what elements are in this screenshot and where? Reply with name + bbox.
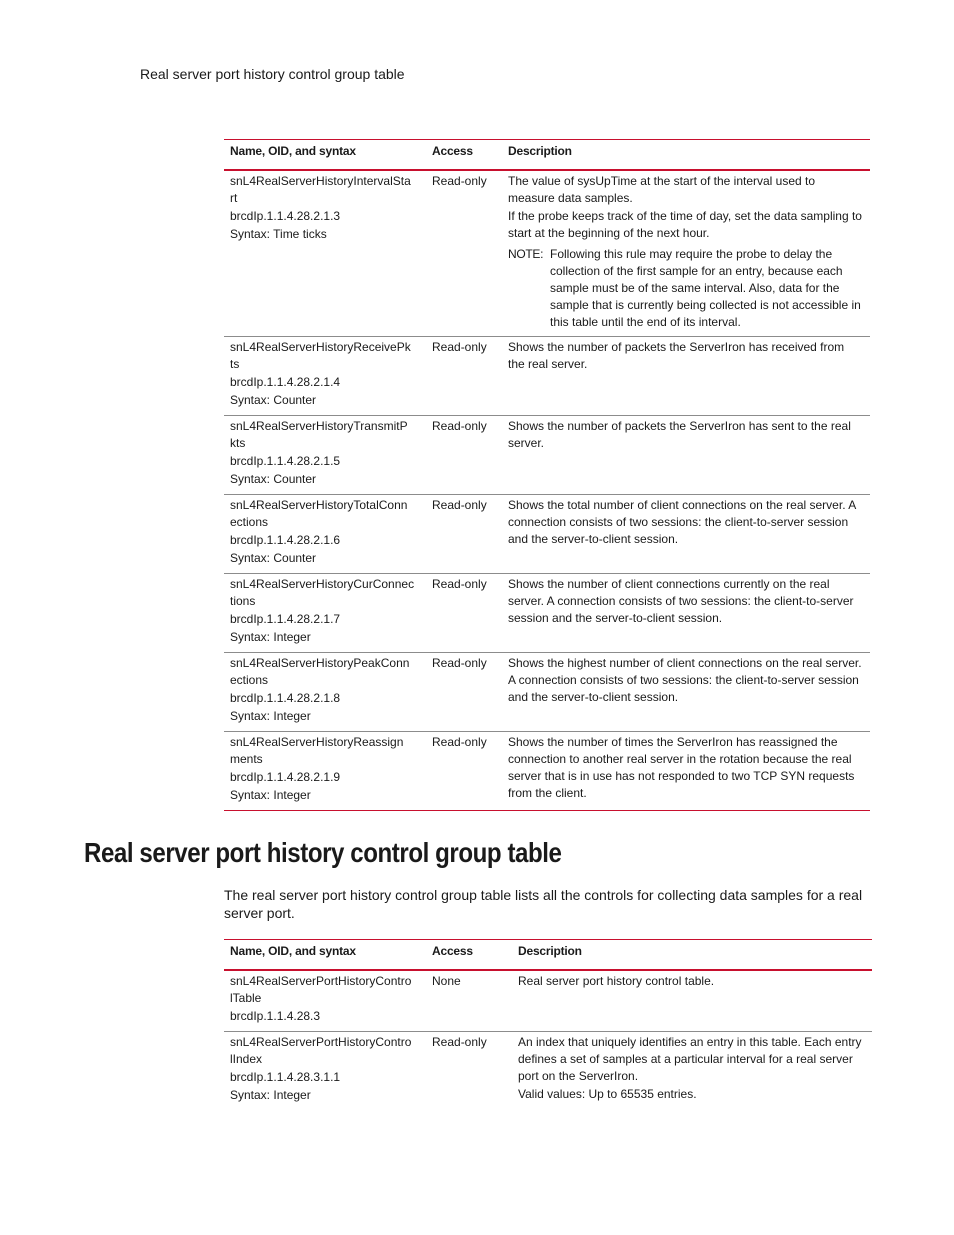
table-header-row — [224, 140, 870, 171]
object-name: snL4RealServerHistoryPeakConn ections — [230, 656, 410, 687]
access-cell: Read-only — [432, 1035, 487, 1049]
description-text-2: If the probe keeps track of the time of day, set the data sampling to start at the beginning of the next hour. — [508, 209, 862, 240]
table-row — [224, 732, 870, 811]
name-cell — [224, 574, 426, 653]
note-block — [508, 246, 864, 331]
name-cell — [224, 732, 426, 811]
note-text: Following this rule may require the probe to delay the collection of the first sample for an entry, because each sample must be of the same interval. Also, data for the sample that is currently being collected is not accessible in this table until the end of its interval. — [550, 247, 861, 329]
object-name: snL4RealServerHistoryReassign ments — [230, 735, 404, 766]
table-row — [224, 416, 870, 495]
access-cell: Read-only — [426, 416, 502, 495]
object-syntax: Syntax: Integer — [230, 709, 311, 723]
object-syntax: Syntax: Counter — [230, 551, 317, 565]
access-cell: Read-only — [426, 495, 502, 574]
column-header-description: Description — [512, 940, 872, 971]
object-oid: brcdIp.1.1.4.28.2.1.4 — [230, 375, 341, 389]
object-name: snL4RealServerHistoryIntervalSta rt — [230, 174, 411, 205]
description-cell: Shows the highest number of client connections on the real server. A connection consists of two sessions: the client-to-server session and the server-to-client session. — [502, 653, 870, 732]
name-cell — [224, 170, 426, 337]
access-cell: Read-only — [426, 732, 502, 811]
object-name: snL4RealServerHistoryTotalConn ections — [230, 498, 408, 529]
note-label: NOTE: — [508, 247, 544, 261]
table-header-row — [224, 940, 872, 971]
object-syntax: Syntax: Counter — [230, 472, 317, 486]
table-row — [224, 970, 872, 1032]
object-oid: brcdIp.1.1.4.28.3 — [230, 1009, 321, 1023]
description-text: An index that uniquely identifies an entry in this table. Each entry defines a set of samples at a particular interval for a real server port on the ServerIron. — [518, 1035, 862, 1083]
object-name: snL4RealServerHistoryReceivePk ts — [230, 340, 411, 371]
name-cell — [224, 416, 426, 495]
object-syntax: Syntax: Integer — [230, 630, 311, 644]
name-cell — [224, 653, 426, 732]
object-oid: brcdIp.1.1.4.28.2.1.5 — [230, 454, 341, 468]
description-cell: Shows the total number of client connections on the real server. A connection consists of two sessions: the client-to-server session and the server-to-client session. — [502, 495, 870, 574]
section-title: Real server port history control group table — [84, 837, 562, 868]
table-row — [224, 495, 870, 574]
column-header-access: Access — [426, 940, 512, 971]
table-row — [224, 170, 870, 337]
object-syntax: Syntax: Integer — [230, 1088, 311, 1102]
access-cell: Read-only — [426, 337, 502, 416]
object-oid: brcdIp.1.1.4.28.2.1.9 — [230, 770, 341, 784]
description-text-2: Valid values: Up to 65535 entries. — [518, 1087, 697, 1101]
object-oid: brcdIp.1.1.4.28.3.1.1 — [230, 1070, 341, 1084]
mib-table-port-history-control — [224, 939, 872, 1110]
section-intro: The real server port history control group table lists all the controls for collecting data samples for a real server port. — [224, 887, 863, 921]
object-oid: brcdIp.1.1.4.28.2.1.7 — [230, 612, 341, 626]
object-oid: brcdIp.1.1.4.28.2.1.3 — [230, 209, 341, 223]
object-name: snL4RealServerPortHistoryContro lIndex — [230, 1035, 412, 1066]
access-cell: Read-only — [426, 170, 502, 337]
table-row — [224, 574, 870, 653]
object-oid: brcdIp.1.1.4.28.2.1.8 — [230, 691, 341, 705]
description-cell: Shows the number of packets the ServerIron has sent to the real server. — [502, 416, 870, 495]
column-header-name: Name, OID, and syntax — [224, 940, 426, 971]
name-cell — [224, 1032, 426, 1111]
name-cell — [224, 495, 426, 574]
description-cell — [502, 170, 870, 337]
table-row — [224, 653, 870, 732]
object-oid: brcdIp.1.1.4.28.2.1.6 — [230, 533, 341, 547]
object-syntax: Syntax: Integer — [230, 788, 311, 802]
column-header-access: Access — [426, 140, 502, 171]
access-cell: None — [426, 970, 512, 1032]
description-cell: Shows the number of times the ServerIron has reassigned the connection to another real server in the rotation because the real server that is in use has not responded to two TCP SYN requests from the client. — [502, 732, 870, 811]
table-row — [224, 1032, 872, 1111]
table-row — [224, 337, 870, 416]
object-name: snL4RealServerHistoryCurConnec tions — [230, 577, 415, 608]
running-header: Real server port history control group table — [140, 66, 405, 82]
object-name: snL4RealServerPortHistoryContro lTable — [230, 974, 412, 1005]
object-name: snL4RealServerHistoryTransmitP kts — [230, 419, 408, 450]
description-cell: Shows the number of packets the ServerIron has received from the real server. — [502, 337, 870, 416]
access-cell: Read-only — [426, 574, 502, 653]
name-cell — [224, 337, 426, 416]
access-cell: Read-only — [426, 653, 502, 732]
description-cell — [512, 1032, 872, 1111]
description-cell: Real server port history control table. — [512, 970, 872, 1032]
column-header-name: Name, OID, and syntax — [224, 140, 426, 171]
object-syntax: Syntax: Time ticks — [230, 227, 327, 241]
object-syntax: Syntax: Counter — [230, 393, 317, 407]
column-header-description: Description — [502, 140, 870, 171]
description-text: The value of sysUpTime at the start of the interval used to measure data samples. — [508, 174, 816, 205]
description-cell: Shows the number of client connections currently on the real server. A connection consists of two sessions: the client-to-server session and the server-to-client session. — [502, 574, 870, 653]
mib-table-real-server-history — [224, 139, 870, 811]
name-cell — [224, 970, 426, 1032]
